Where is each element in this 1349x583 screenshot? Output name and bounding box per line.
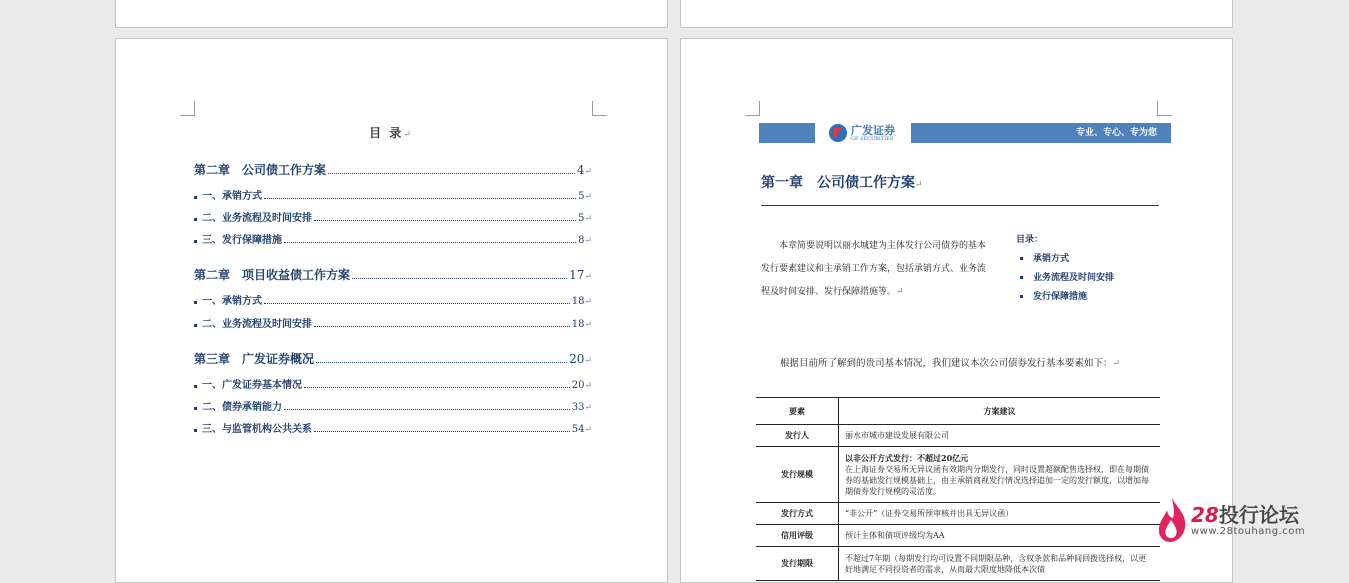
row-value: 丽水市城市建设发展有限公司 <box>839 425 1161 447</box>
table-row <box>756 425 1160 447</box>
header-proposal: 方案建议 <box>839 398 1161 425</box>
basis-paragraph: 根据目前所了解到的贵司基本情况，我们建议本次公司债券发行基本要素如下：↵ <box>780 358 1121 369</box>
title-rule <box>761 205 1159 206</box>
mini-toc-title: 目录： <box>1016 235 1044 245</box>
header-slogan: 专业、专心、专为您 <box>911 123 1171 143</box>
mini-toc-item: 发行保障措施 <box>1016 288 1114 307</box>
previous-page-left <box>115 0 668 28</box>
gf-logo <box>829 121 909 145</box>
watermark-number: 28 <box>1191 502 1219 527</box>
header-element: 要素 <box>756 398 839 425</box>
watermark-url: www.28touhang.com <box>1191 525 1306 537</box>
header-band-left <box>759 123 815 143</box>
toc-item[interactable]: 三、发行保障措施 8 ↵ <box>194 231 592 246</box>
toc-page <box>115 38 668 583</box>
previous-page-right <box>680 0 1233 28</box>
row-value: 以非公开方式发行：不超过20亿元 在上海证券交易所无异议函有效期内分期发行，同时设置超额配售选择权，即在每期债券的基础发行规模基础上，由主承销商视发行情况选择追加一定的发行额度，以增加每期债券发行规模的灵活度。 <box>839 447 1161 503</box>
crop-mark-top-left <box>180 101 195 116</box>
flame-logo-icon <box>1155 496 1189 544</box>
chapter-page <box>680 38 1233 583</box>
table-row <box>756 547 1160 581</box>
table-row <box>756 503 1160 525</box>
row-key: 发行方式 <box>756 503 839 525</box>
crop-mark-top-right <box>1157 101 1172 116</box>
mini-toc-item: 业务流程及时间安排 <box>1016 269 1114 288</box>
chapter-title: 第一章 公司债工作方案↵ <box>761 175 923 191</box>
crop-mark-top-left <box>745 101 760 116</box>
toc-chapter-3[interactable]: 第三章 广发证券概况 20 ↵ <box>194 352 592 366</box>
chapter-intro: 本章简要说明以丽水城建为主体发行公司债券的基本发行要素建议和主承销工作方案，包括承销方式、业务流程及时间安排、发行保障措施等。↵ <box>761 241 987 297</box>
toc-chapter-2[interactable]: 第二章 项目收益债工作方案 17 ↵ <box>194 268 592 282</box>
row-value: 预计主体和债项评级均为AA <box>839 525 1161 547</box>
toc-item[interactable]: 一、广发证券基本情况 20 ↵ <box>194 376 592 391</box>
row-value: “非公开”（证券交易所预审核并出具无异议函） <box>839 503 1161 525</box>
forum-watermark <box>1155 496 1305 544</box>
crop-mark-top-right <box>592 101 607 116</box>
mini-toc-item: 承销方式 <box>1016 250 1114 269</box>
toc-item[interactable]: 二、债券承销能力 33 ↵ <box>194 398 592 413</box>
row-value: 不超过7年期（每期发行均可设置不同期限品种，含权条款和品种间回拨选择权，以更好地满足不同投资者的需求，从而最大限度地降低本次债 <box>839 547 1161 581</box>
table-header-row <box>756 398 1160 425</box>
row-key: 信用评级 <box>756 525 839 547</box>
row-key: 发行期限 <box>756 547 839 581</box>
table-row <box>756 525 1160 547</box>
table-row <box>756 447 1160 503</box>
watermark-text: 投行论坛 <box>1218 502 1299 527</box>
toc-item[interactable]: 三、与监管机构公共关系 54 ↵ <box>194 420 592 435</box>
toc-item[interactable]: 二、业务流程及时间安排 18 ↵ <box>194 315 592 330</box>
toc-chapter-1[interactable]: 第二章 公司债工作方案 4 ↵ <box>194 163 592 177</box>
issue-elements-table <box>756 397 1160 581</box>
gf-logo-icon <box>829 124 847 142</box>
row-key: 发行规模 <box>756 447 839 503</box>
toc-item[interactable]: 一、承销方式 18 ↵ <box>194 292 592 307</box>
toc-item[interactable]: 一、承销方式 5 ↵ <box>194 187 592 202</box>
logo-name: 广发证券 <box>851 123 895 137</box>
logo-english: GF SECURITIES <box>851 135 894 142</box>
row-key: 发行人 <box>756 425 839 447</box>
toc-title: 目 录↵ <box>369 126 413 140</box>
mini-toc <box>1016 231 1114 307</box>
toc-item[interactable]: 二、业务流程及时间安排 5 ↵ <box>194 209 592 224</box>
